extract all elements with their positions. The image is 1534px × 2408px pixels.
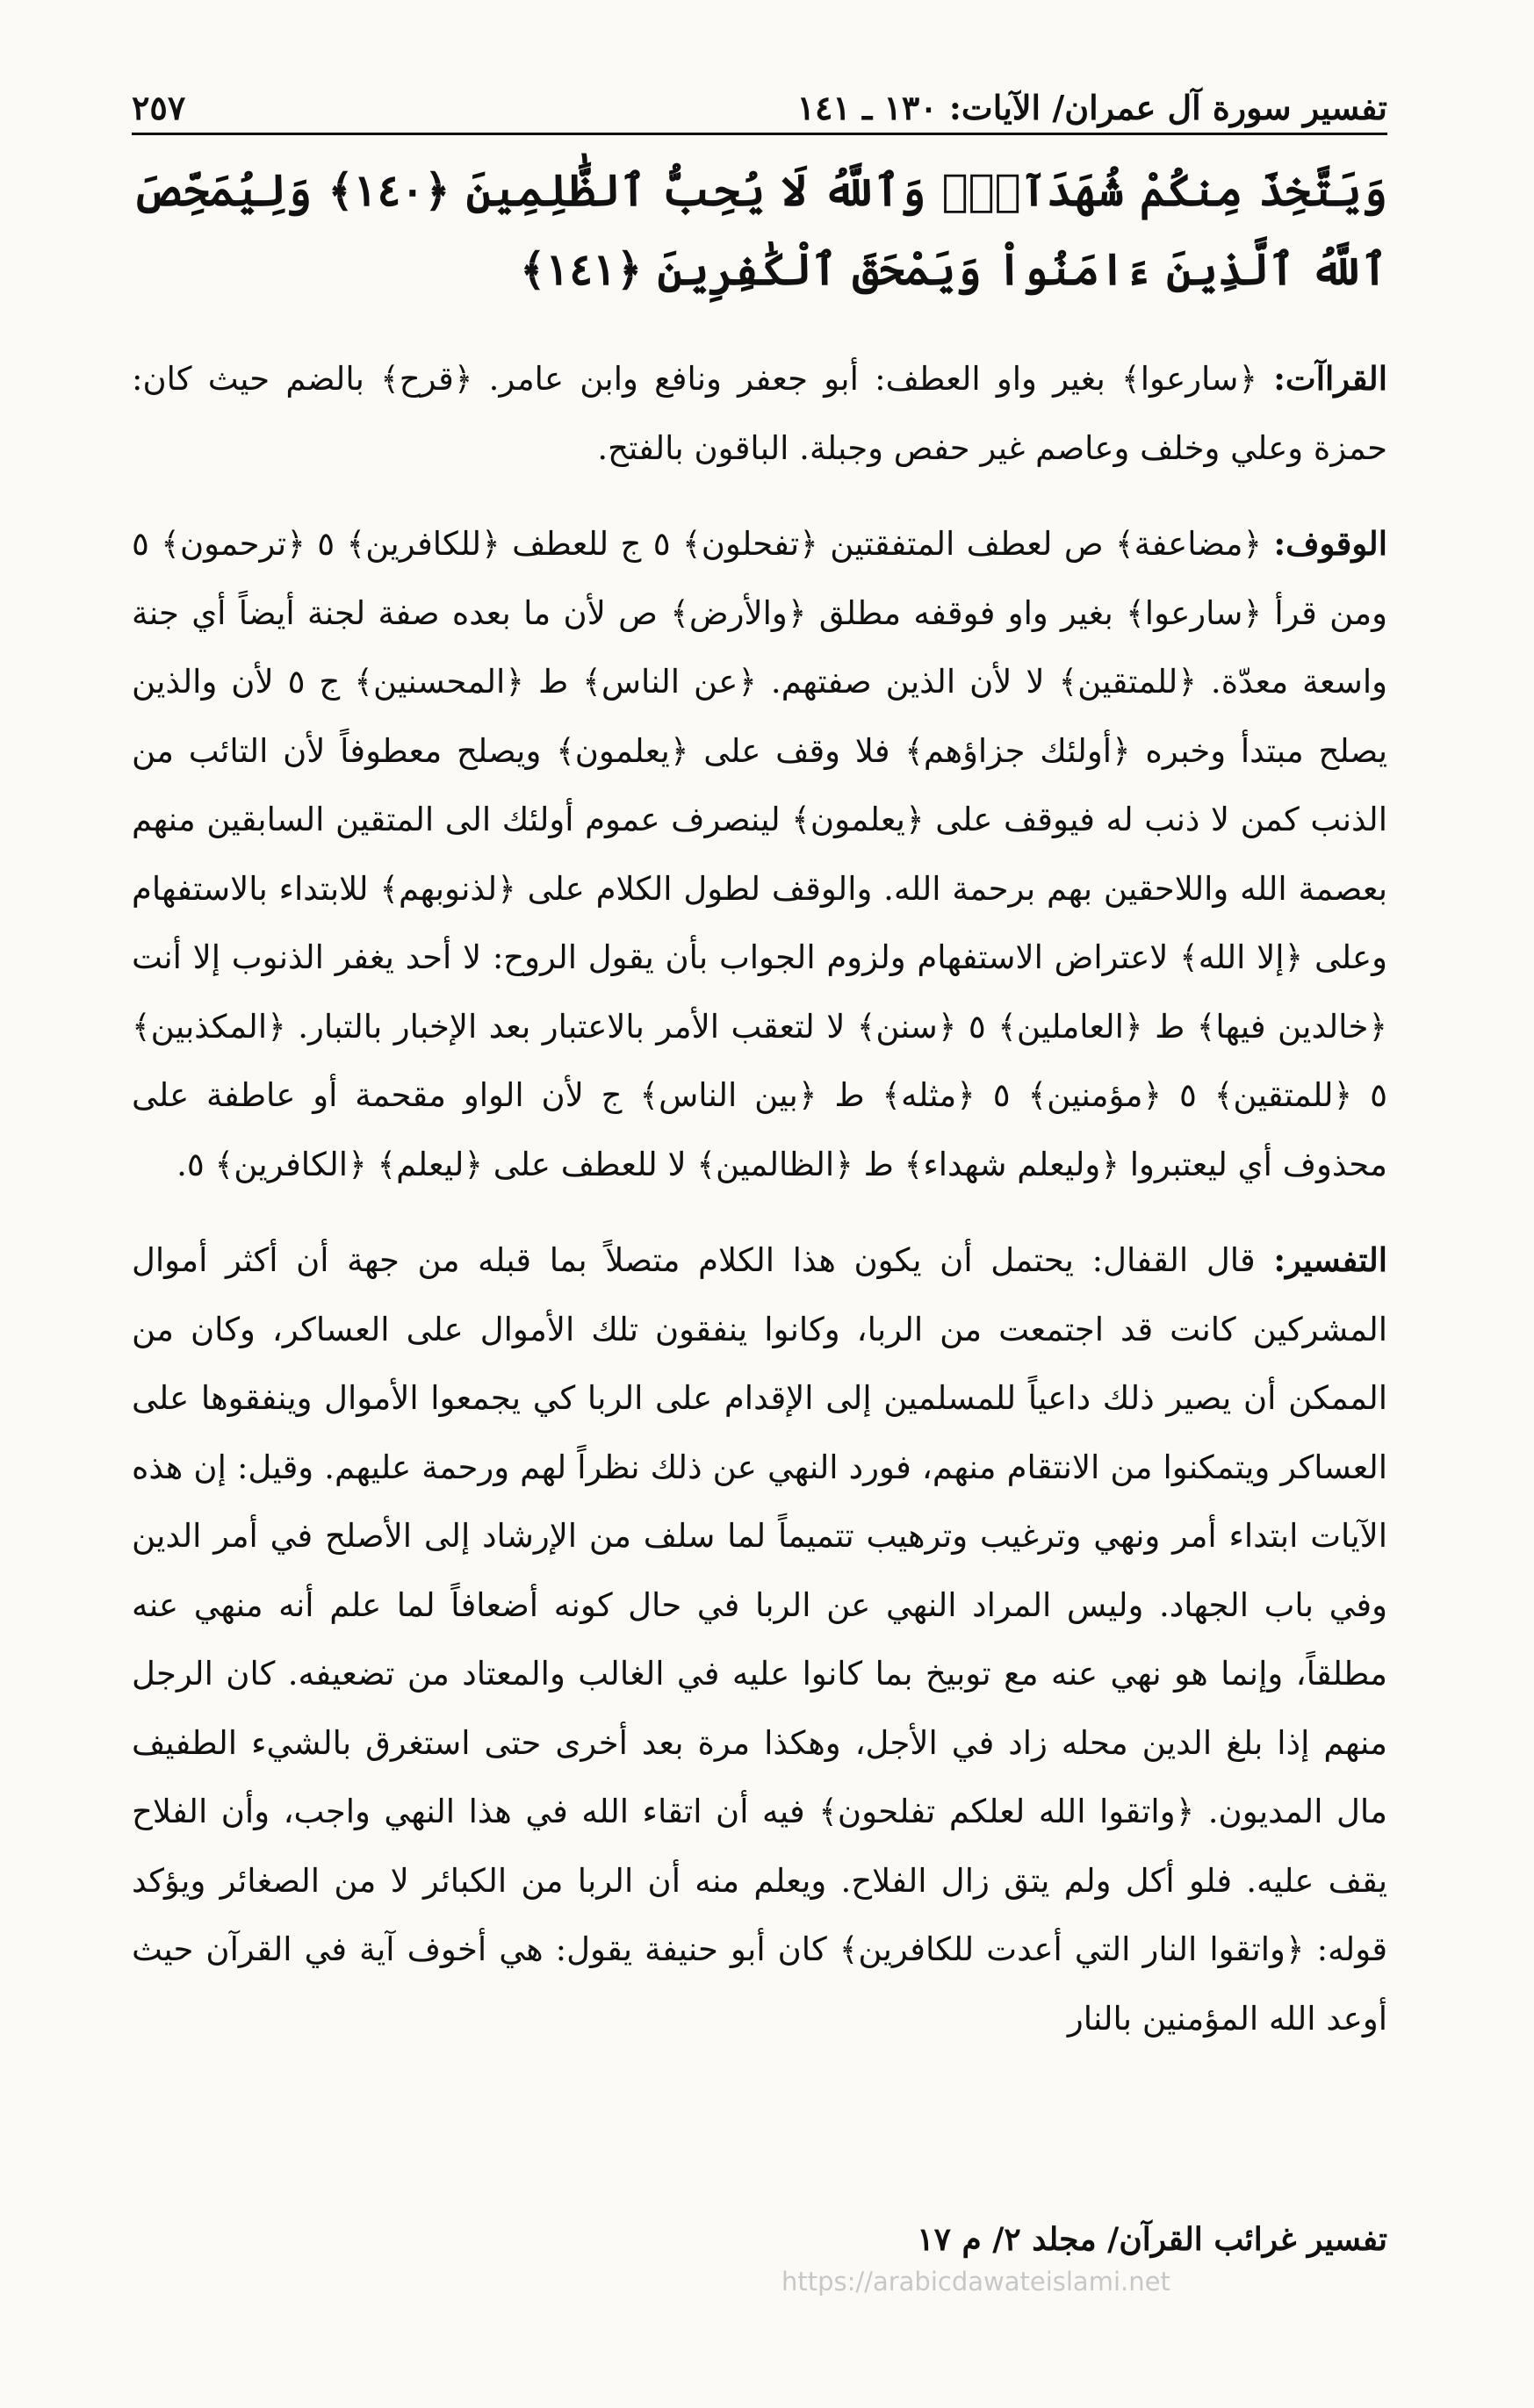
- readings-section: [132, 344, 1387, 483]
- waqf-label: الوقوف:: [1273, 524, 1387, 563]
- tafsir-section: [132, 1226, 1387, 2053]
- running-header: [132, 88, 1387, 135]
- header-title: تفسير سورة آل عمران/ الآيات: ١٣٠ ـ ١٤١: [796, 88, 1387, 127]
- tafsir-text: قال القفال: يحتمل أن يكون هذا الكلام متصلاً بما قبله من جهة أن أكثر أموال المشركين كانت قد اجتمعت من الربا، وكانوا ينفقون تلك الأموال على العساكر، وكان من الممكن أن يصير ذلك داعياً للمسلمين إلى الإقدام على الربا كي يجمعوا الأموال وينفقوها على العساكر ويتمكنوا من الانتقام منهم، فورد النهي عن ذلك نظراً لهم ورحمة عليهم. وقيل: إن هذه الآيات ابتداء أمر ونهي وترغيب وترهيب تتميماً لما سلف من الإرشاد إلى الأصلح في أمر الدين وفي باب الجهاد. وليس المراد النهي عن الربا في حال كونه أضعافاً لما علم أنه منهي عنه مطلقاً، وإنما هو نهي عنه مع توبيخ بما كانوا عليه في الغالب والمعتاد من تضعيفه. كان الرجل منهم إذا بلغ الدين محله زاد في الأجل، وهكذا مرة بعد أخرى حتى استغرق بالشيء الطفيف مال المديون. ﴿واتقوا الله لعلكم تفلحون﴾ فيه أن اتقاء الله في هذا النهي واجب، وأن الفلاح يقف عليه. فلو أكل ولم يتق زال الفلاح. ويعلم منه أن الربا من الكبائر لا من الصغائر ويؤكد قوله: ﴿واتقوا النار التي أعدت للكافرين﴾ كان أبو حنيفة يقول: هي أخوف آية في القرآن حيث أوعد الله المؤمنين بالنار: [132, 1241, 1387, 2038]
- page-number: ٢٥٧: [132, 88, 186, 127]
- waqf-text: ﴿مضاعفة﴾ ص لعطف المتفقتين ﴿تفحلون﴾ ٥ ج للعطف ﴿للكافرين﴾ ٥ ﴿ترحمون﴾ ٥ ومن قرأ ﴿سارعوا﴾ بغير واو فوقفه مطلق ﴿والأرض﴾ ص لأن ما بعده صفة لجنة أيضاً أي جنة واسعة معدّة. ﴿للمتقين﴾ لا لأن الذين صفتهم. ﴿عن الناس﴾ ط ﴿المحسنين﴾ ج ٥ لأن والذين يصلح مبتدأ وخبره ﴿أولئك جزاؤهم﴾ فلا وقف على ﴿يعلمون﴾ ويصلح معطوفاً لأن التائب من الذنب كمن لا ذنب له فيوقف على ﴿يعلمون﴾ لينصرف عموم أولئك الى المتقين السابقين منهم بعصمة الله واللاحقين بهم برحمة الله. والوقف لطول الكلام على ﴿لذنوبهم﴾ للابتداء بالاستفهام وعلى ﴿إلا الله﴾ لاعتراض الاستفهام ولزوم الجواب بأن يقول الروح: لا أحد يغفر الذنوب إلا أنت ﴿خالدين فيها﴾ ط ﴿العاملين﴾ ٥ ﴿سنن﴾ لا لتعقب الأمر بالاعتبار بعد الإخبار بالتبار. ﴿المكذبين﴾ ٥ ﴿للمتقين﴾ ٥ ﴿مؤمنين﴾ ٥ ﴿مثله﴾ ط ﴿بين الناس﴾ ج لأن الواو مقحمة أو عاطفة على محذوف أي ليعتبروا ﴿وليعلم شهداء﴾ ط ﴿الظالمين﴾ لا للعطف على ﴿ليعلم﴾ ﴿الكافرين﴾ ٥.: [132, 525, 1388, 1183]
- quran-verse: وَيَتَّخِذَ مِنكُمْ شُهَدَآءَۗ وَٱللَّهُ لَا يُحِبُّ ٱلظَّٰلِمِينَ ﴿١٤٠﴾ وَلِيُمَحِّصَ ٱللَّهُ ٱلَّذِينَ ءَامَنُواْ وَيَمْحَقَ ٱلْكَٰفِرِينَ ﴿١٤١﴾: [132, 164, 1387, 295]
- watermark-url: https://arabicdawateislami.net: [781, 2267, 1170, 2297]
- page-body: [132, 88, 1387, 2053]
- readings-text: ﴿سارعوا﴾ بغير واو العطف: أبو جعفر ونافع وابن عامر. ﴿قرح﴾ بالضم حيث كان: حمزة وعلي وخلف وعاصم غير حفص وجبلة. الباقون بالفتح.: [132, 360, 1387, 467]
- readings-label: القراآت:: [1273, 359, 1387, 398]
- footer-signature: تفسير غرائب القرآن/ مجلد ٢/ م ١٧: [917, 2221, 1387, 2258]
- tafsir-label: التفسير:: [1273, 1240, 1387, 1279]
- waqf-section: [132, 509, 1387, 1199]
